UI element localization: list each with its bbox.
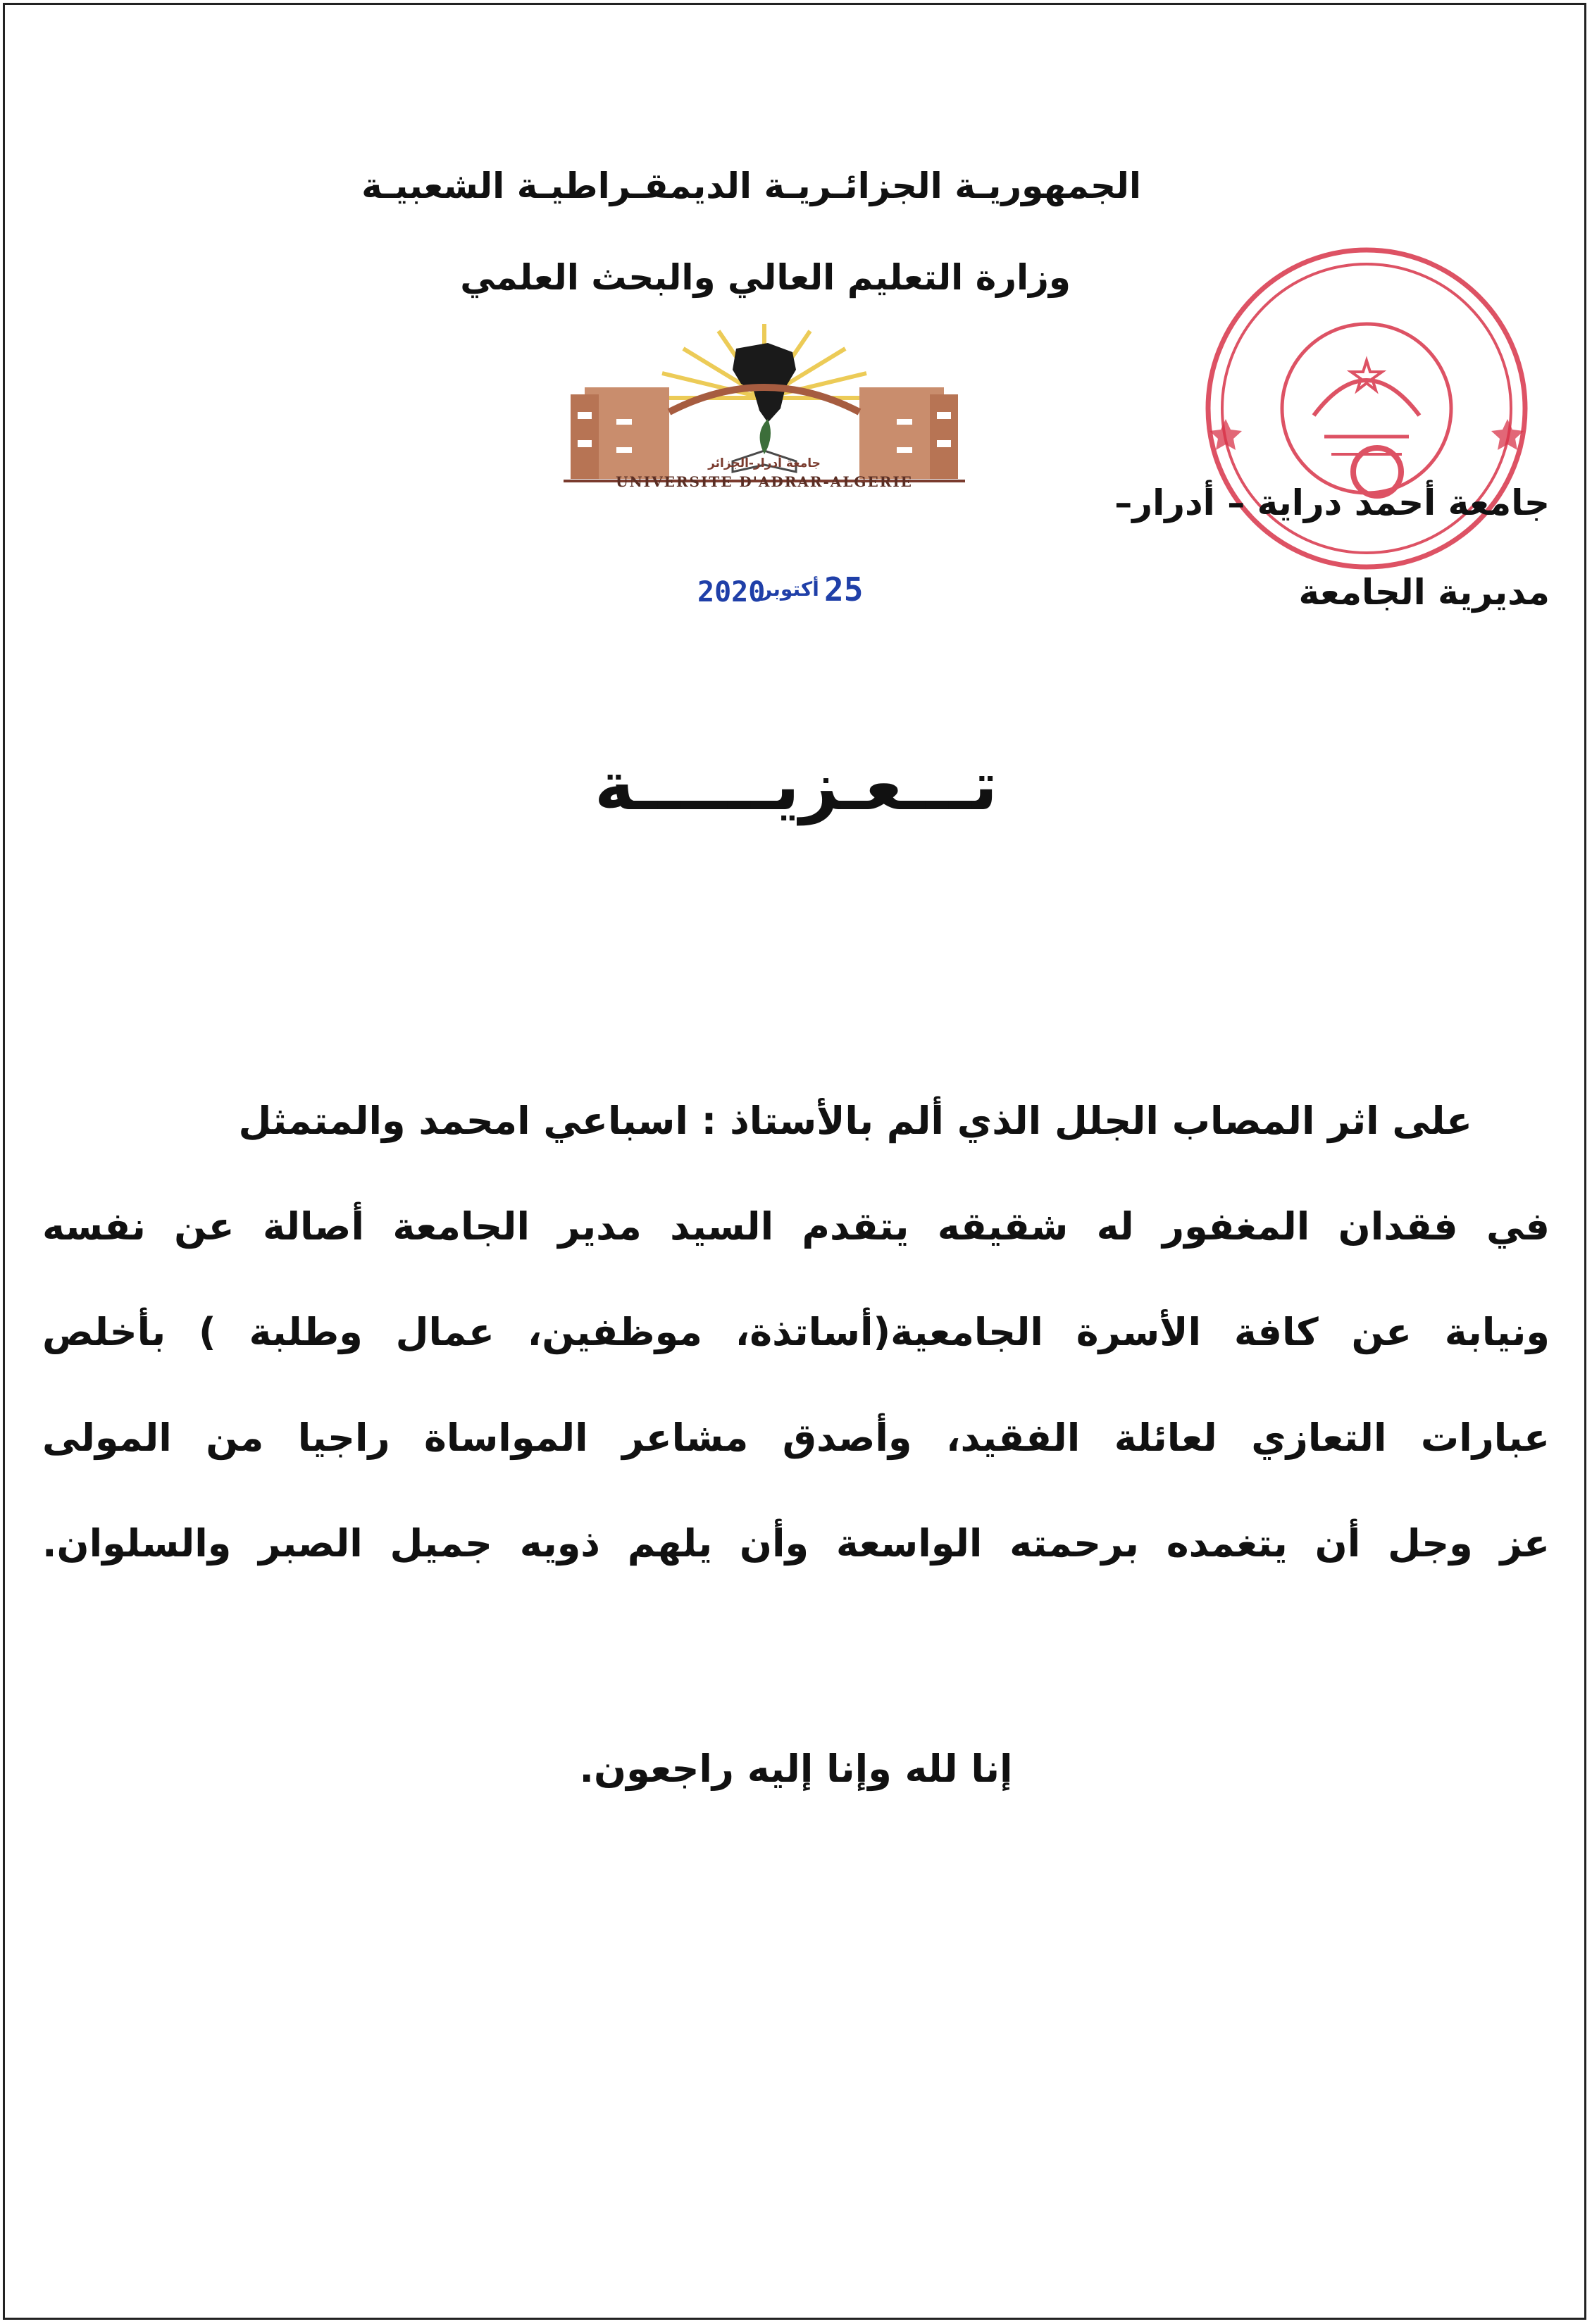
date-day: 25 bbox=[824, 570, 864, 608]
document-title: تـــعـزيــــــة bbox=[594, 746, 998, 825]
logo-arabic-caption: جامعة أدرار-الجزائر bbox=[708, 456, 821, 470]
body-line: ونيابة عن كافة الأسرة الجامعية(أساتذة، موظفين، عمال وطلبة ) بأخلص bbox=[42, 1310, 1550, 1354]
body-line: عبارات التعازي لعائلة الفقيد، وأصدق مشاعر المواساة راجيا من المولى bbox=[42, 1416, 1550, 1460]
body-line: عز وجل أن يتغمده برحمته الواسعة وأن يلهم ذويه جميل الصبر والسلوان. bbox=[42, 1521, 1550, 1566]
ministry-red-seal-icon bbox=[1198, 239, 1536, 577]
directorate-name: مديرية الجامعة bbox=[1298, 572, 1550, 613]
logo-french-caption: UNIVERSITE D'ADRAR-ALGERIE bbox=[616, 473, 913, 490]
republic-heading: الجمهوريـة الجزائـريـة الديمقـراطيـة الشعبيـة bbox=[361, 165, 1141, 206]
closing-verse: إنا لله وإنا إليه راجعون. bbox=[579, 1747, 1013, 1791]
date-month: أكتوبر bbox=[761, 577, 819, 601]
date-year: 2020 bbox=[697, 576, 766, 608]
university-name: جامعة أحمد دراية – أدرار– bbox=[1114, 482, 1550, 523]
body-line: في فقدان المغفور له شقيقه يتقدم السيد مدير الجامعة أصالة عن نفسه bbox=[42, 1204, 1550, 1249]
ministry-heading: وزارة التعليم العالي والبحث العلمي bbox=[460, 257, 1071, 298]
date-stamp bbox=[676, 570, 902, 620]
body-line: على اثر المصاب الجلل الذي ألم بالأستاذ : اسباعي امحمد والمتمثل bbox=[238, 1099, 1472, 1143]
